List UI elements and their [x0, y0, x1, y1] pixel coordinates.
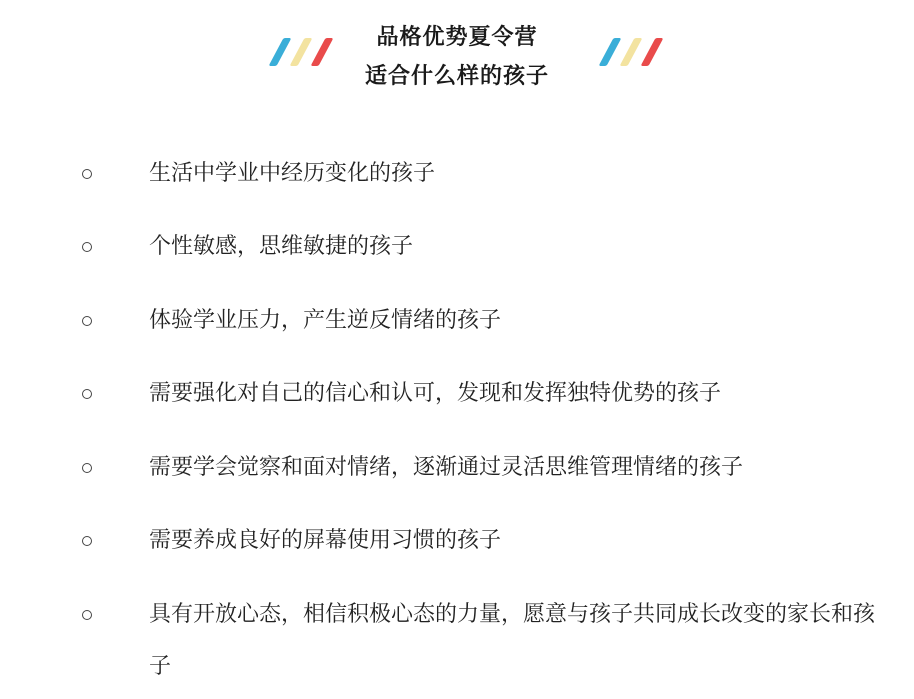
list-item-text: 生活中学业中经历变化的孩子	[149, 161, 436, 186]
circle-bullet-icon	[82, 610, 92, 620]
decorative-stripes-right	[598, 34, 668, 70]
list-item-text: 具有开放心态，相信积极心态的力量，愿意与孩子共同成长改变的家长和孩子	[149, 602, 876, 679]
page-title-line-1: 品格优势夏令营	[376, 25, 538, 50]
yellow-stripe-icon	[620, 38, 643, 66]
list-item-text: 个性敏感，思维敏捷的孩子	[149, 234, 414, 259]
list-item-text: 体验学业压力，产生逆反情绪的孩子	[149, 308, 502, 333]
circle-bullet-icon	[82, 389, 92, 399]
circle-bullet-icon	[82, 169, 92, 179]
list-item-text: 需要强化对自己的信心和认可，发现和发挥独特优势的孩子	[149, 381, 722, 406]
red-stripe-icon	[641, 38, 664, 66]
list-item-text: 需要养成良好的屏幕使用习惯的孩子	[149, 528, 502, 553]
blue-stripe-icon	[599, 38, 622, 66]
circle-bullet-icon	[82, 536, 92, 546]
page-title-line-2: 适合什么样的孩子	[364, 64, 549, 89]
circle-bullet-icon	[82, 463, 92, 473]
header	[0, 0, 914, 110]
circle-bullet-icon	[82, 316, 92, 326]
circle-bullet-icon	[82, 242, 92, 252]
list-item-text: 需要学会觉察和面对情绪，逐渐通过灵活思维管理情绪的孩子	[149, 455, 744, 480]
